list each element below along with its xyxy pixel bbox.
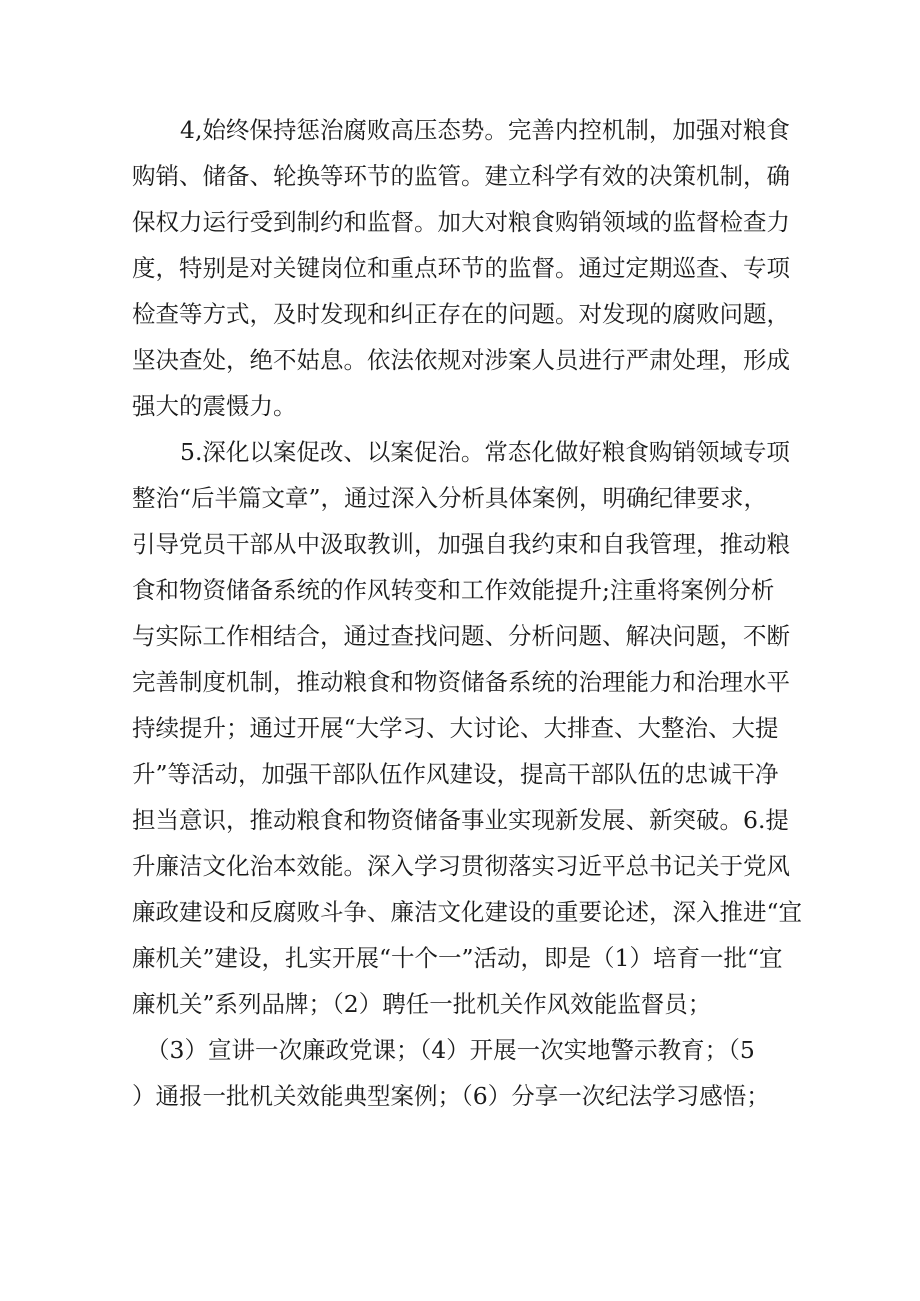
text-line: 购销、储备、轮换等环节的监管。建立科学有效的决策机制，确 [132,162,790,190]
text-line: 廉机关”建设，扎实开展“十个一”活动，即是（1）培育一批“宜 [132,944,783,972]
text-line: 食和物资储备系统的作风转变和工作效能提升;注重将案例分析 [132,576,775,604]
text-line: 完善制度机制，推动粮食和物资储备系统的治理能力和治理水平 [132,668,790,696]
text-line: 升”等活动，加强干部队伍作风建设，提高干部队伍的忠诚干净 [132,760,779,788]
text-line: 检查等方式，及时发现和纠正存在的问题。对发现的腐败问题， [132,300,790,328]
text-line: 引导党员干部从中汲取教训，加强自我约束和自我管理，推动粮 [132,530,790,558]
text-line: 保权力运行受到制约和监督。加大对粮食购销领域的监督检查力 [132,208,790,236]
text-line: 与实际工作相结合，通过查找问题、分析问题、解决问题，不断 [132,622,790,650]
text-line: 度，特别是对关键岗位和重点环节的监督。通过定期巡查、专项 [132,254,790,282]
text-line: 5.深化以案促改、以案促治。常态化做好粮食购销领域专项 [180,438,790,466]
text-line: 强大的震慑力。 [132,392,297,420]
text-line: 4,始终保持惩治腐败高压态势。完善内控机制，加强对粮食 [180,116,790,144]
text-line: 担当意识，推动粮食和物资储备事业实现新发展、新突破。6.提 [132,806,789,834]
text-line: 坚决查处，绝不姑息。依法依规对涉案人员进行严肃处理，形成 [132,346,790,374]
text-line: ）通报一批机关效能典型案例；（6）分享一次纪法学习感悟； [132,1082,770,1110]
text-line: 升廉洁文化治本效能。深入学习贯彻落实习近平总书记关于党风 [132,852,790,880]
text-line: 廉机关”系列品牌；（2）聘任一批机关作风效能监督员； [132,990,712,1018]
text-line: 整治“后半篇文章”，通过深入分析具体案例，明确纪律要求， [132,484,768,512]
text-line: 持续提升；通过开展“大学习、大讨论、大排查、大整治、大提 [132,714,779,742]
text-line: 廉政建设和反腐败斗争、廉洁文化建设的重要论述，深入推进“宜 [132,898,803,926]
text-line: （3）宣讲一次廉政党课；（4）开展一次实地警示教育；（5 [146,1036,755,1064]
